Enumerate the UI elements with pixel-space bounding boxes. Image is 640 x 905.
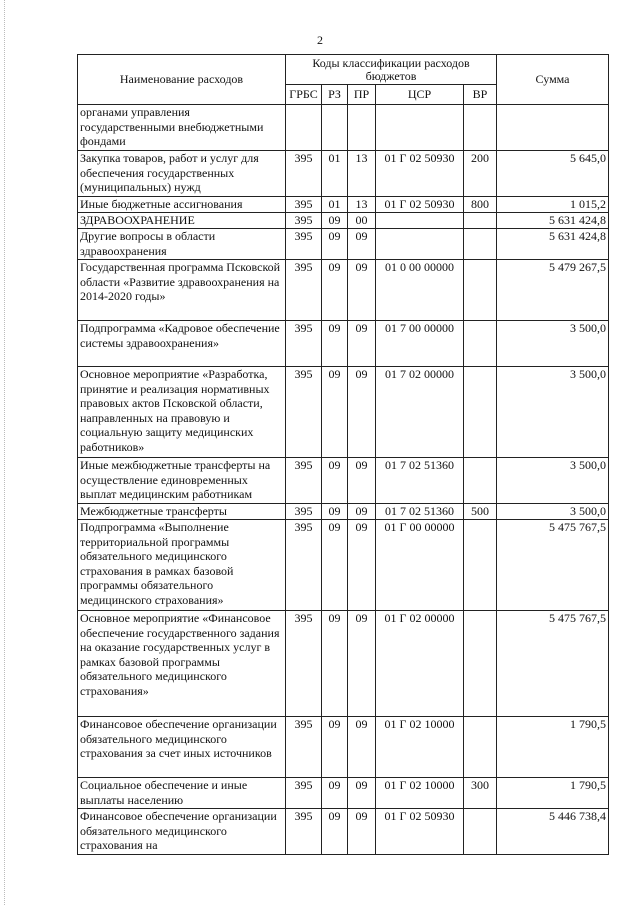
row-sum: 5 475 767,5 bbox=[497, 520, 609, 611]
row-csr bbox=[376, 229, 464, 260]
row-name: Финансовое обеспечение организации обязательного медицинского страхования на bbox=[78, 809, 286, 855]
row-name: органами управления государственными внебюджетными фондами bbox=[78, 105, 286, 151]
header-codes: Коды классификации расходов бюджетов bbox=[286, 55, 497, 85]
row-pr: 09 bbox=[348, 260, 376, 321]
row-rz: 09 bbox=[322, 717, 348, 778]
row-name: Иные бюджетные ассигнования bbox=[78, 197, 286, 213]
header-csr: ЦСР bbox=[376, 85, 464, 105]
table-row bbox=[78, 778, 609, 809]
budget-table bbox=[77, 54, 609, 855]
row-name: Финансовое обеспечение организации обязательного медицинского страхования за счет иных источников bbox=[78, 717, 286, 778]
row-vr bbox=[464, 717, 497, 778]
row-rz: 09 bbox=[322, 260, 348, 321]
row-csr: 01 7 02 00000 bbox=[376, 367, 464, 458]
row-rz: 09 bbox=[322, 504, 348, 520]
row-grbs: 395 bbox=[286, 151, 322, 197]
row-sum: 5 631 424,8 bbox=[497, 229, 609, 260]
row-pr: 09 bbox=[348, 520, 376, 611]
row-rz bbox=[322, 105, 348, 151]
scan-edge bbox=[4, 0, 5, 905]
row-grbs: 395 bbox=[286, 213, 322, 229]
row-pr: 09 bbox=[348, 809, 376, 855]
row-grbs: 395 bbox=[286, 260, 322, 321]
row-vr bbox=[464, 520, 497, 611]
row-rz: 09 bbox=[322, 367, 348, 458]
header-vr: ВР bbox=[464, 85, 497, 105]
row-sum: 5 631 424,8 bbox=[497, 213, 609, 229]
row-csr: 01 Г 02 10000 bbox=[376, 717, 464, 778]
header-pr: ПР bbox=[348, 85, 376, 105]
row-rz: 09 bbox=[322, 213, 348, 229]
row-sum bbox=[497, 105, 609, 151]
row-pr: 09 bbox=[348, 504, 376, 520]
row-csr bbox=[376, 105, 464, 151]
row-vr bbox=[464, 809, 497, 855]
row-pr: 00 bbox=[348, 213, 376, 229]
row-pr bbox=[348, 105, 376, 151]
row-sum: 5 645,0 bbox=[497, 151, 609, 197]
row-grbs: 395 bbox=[286, 778, 322, 809]
row-sum: 3 500,0 bbox=[497, 504, 609, 520]
header-rz: РЗ bbox=[322, 85, 348, 105]
header-grbs: ГРБС bbox=[286, 85, 322, 105]
row-rz: 01 bbox=[322, 197, 348, 213]
row-name: Иные межбюджетные трансферты на осуществление единовременных выплат медицинским работникам bbox=[78, 458, 286, 504]
row-vr bbox=[464, 611, 497, 717]
row-csr: 01 Г 02 10000 bbox=[376, 778, 464, 809]
row-name: Подпрограмма «Выполнение территориальной программы обязательного медицинского страхования в рамках базовой программы обязательного медицинского страхования» bbox=[78, 520, 286, 611]
table-row bbox=[78, 213, 609, 229]
row-csr: 01 Г 02 50930 bbox=[376, 151, 464, 197]
row-vr bbox=[464, 213, 497, 229]
row-csr: 01 7 02 51360 bbox=[376, 504, 464, 520]
row-grbs: 395 bbox=[286, 458, 322, 504]
row-sum: 1 790,5 bbox=[497, 778, 609, 809]
row-name: Основное мероприятие «Разработка, принятие и реализация нормативных правовых актов Псковской области, направленных на правовую и социальную защиту медицинских работников» bbox=[78, 367, 286, 458]
row-grbs: 395 bbox=[286, 717, 322, 778]
table-body bbox=[78, 105, 609, 855]
row-grbs: 395 bbox=[286, 611, 322, 717]
row-sum: 1 015,2 bbox=[497, 197, 609, 213]
row-grbs bbox=[286, 105, 322, 151]
table-row bbox=[78, 611, 609, 717]
row-name: Государственная программа Псковской области «Развитие здравоохранения на 2014-2020 годы» bbox=[78, 260, 286, 321]
row-name: Подпрограмма «Кадровое обеспечение системы здравоохранения» bbox=[78, 321, 286, 367]
table-row bbox=[78, 367, 609, 458]
row-csr: 01 7 00 00000 bbox=[376, 321, 464, 367]
row-csr: 01 Г 02 00000 bbox=[376, 611, 464, 717]
table-row bbox=[78, 260, 609, 321]
table-header bbox=[78, 55, 609, 105]
row-vr bbox=[464, 229, 497, 260]
row-rz: 09 bbox=[322, 611, 348, 717]
row-csr: 01 0 00 00000 bbox=[376, 260, 464, 321]
row-sum: 5 446 738,4 bbox=[497, 809, 609, 855]
row-rz: 09 bbox=[322, 229, 348, 260]
row-vr bbox=[464, 367, 497, 458]
row-grbs: 395 bbox=[286, 321, 322, 367]
table-row bbox=[78, 458, 609, 504]
row-vr: 200 bbox=[464, 151, 497, 197]
row-name: Основное мероприятие «Финансовое обеспечение государственного задания на оказание государственных услуг в рамках базовой программы обязательного медицинского страхования» bbox=[78, 611, 286, 717]
table-row bbox=[78, 504, 609, 520]
row-csr bbox=[376, 213, 464, 229]
row-csr: 01 7 02 51360 bbox=[376, 458, 464, 504]
row-name: Закупка товаров, работ и услуг для обеспечения государственных (муниципальных) нужд bbox=[78, 151, 286, 197]
row-sum: 3 500,0 bbox=[497, 458, 609, 504]
row-rz: 09 bbox=[322, 321, 348, 367]
row-sum: 5 475 767,5 bbox=[497, 611, 609, 717]
row-pr: 09 bbox=[348, 367, 376, 458]
row-pr: 09 bbox=[348, 778, 376, 809]
row-grbs: 395 bbox=[286, 520, 322, 611]
row-pr: 09 bbox=[348, 611, 376, 717]
row-rz: 09 bbox=[322, 778, 348, 809]
row-rz: 09 bbox=[322, 809, 348, 855]
table-row bbox=[78, 151, 609, 197]
header-sum: Сумма bbox=[497, 55, 609, 105]
row-name: Социальное обеспечение и иные выплаты населению bbox=[78, 778, 286, 809]
row-name: ЗДРАВООХРАНЕНИЕ bbox=[78, 213, 286, 229]
row-vr bbox=[464, 321, 497, 367]
table-row bbox=[78, 105, 609, 151]
row-vr bbox=[464, 260, 497, 321]
table-row bbox=[78, 197, 609, 213]
row-csr: 01 Г 00 00000 bbox=[376, 520, 464, 611]
row-sum: 3 500,0 bbox=[497, 367, 609, 458]
row-vr: 500 bbox=[464, 504, 497, 520]
row-rz: 01 bbox=[322, 151, 348, 197]
row-name: Межбюджетные трансферты bbox=[78, 504, 286, 520]
row-pr: 09 bbox=[348, 229, 376, 260]
row-pr: 09 bbox=[348, 717, 376, 778]
table-row bbox=[78, 520, 609, 611]
row-name: Другие вопросы в области здравоохранения bbox=[78, 229, 286, 260]
row-pr: 09 bbox=[348, 321, 376, 367]
row-vr bbox=[464, 458, 497, 504]
row-rz: 09 bbox=[322, 520, 348, 611]
row-grbs: 395 bbox=[286, 229, 322, 260]
table-row bbox=[78, 717, 609, 778]
row-vr: 300 bbox=[464, 778, 497, 809]
table-row bbox=[78, 809, 609, 855]
row-sum: 5 479 267,5 bbox=[497, 260, 609, 321]
row-vr bbox=[464, 105, 497, 151]
row-grbs: 395 bbox=[286, 504, 322, 520]
row-sum: 3 500,0 bbox=[497, 321, 609, 367]
row-csr: 01 Г 02 50930 bbox=[376, 197, 464, 213]
row-pr: 13 bbox=[348, 151, 376, 197]
row-pr: 13 bbox=[348, 197, 376, 213]
row-csr: 01 Г 02 50930 bbox=[376, 809, 464, 855]
table-row bbox=[78, 229, 609, 260]
row-grbs: 395 bbox=[286, 197, 322, 213]
row-grbs: 395 bbox=[286, 809, 322, 855]
row-sum: 1 790,5 bbox=[497, 717, 609, 778]
row-grbs: 395 bbox=[286, 367, 322, 458]
header-name: Наименование расходов bbox=[78, 55, 286, 105]
row-rz: 09 bbox=[322, 458, 348, 504]
row-vr: 800 bbox=[464, 197, 497, 213]
page-number: 2 bbox=[317, 33, 323, 47]
table-row bbox=[78, 321, 609, 367]
row-pr: 09 bbox=[348, 458, 376, 504]
